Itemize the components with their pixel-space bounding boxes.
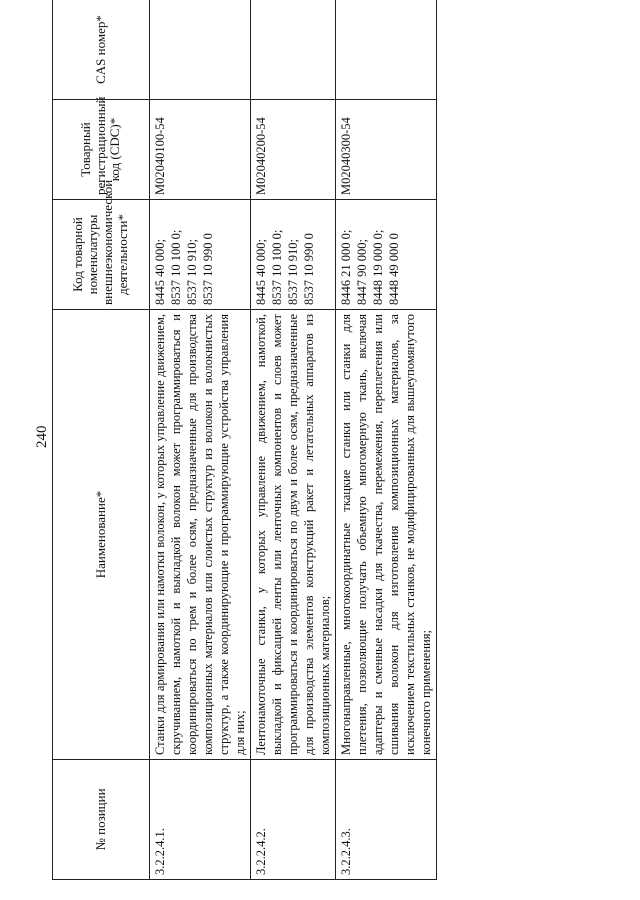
tn-ved-code: 8447 90 000; [355, 239, 369, 305]
tn-ved-code: 8537 10 100 0; [169, 229, 183, 305]
tn-ved-cell [251, 200, 336, 310]
cas-cell [251, 0, 336, 100]
col-header-tn-ved: Код товарной номенклатуры внешнеэкономической деятельности* [53, 200, 150, 310]
name-cell: Многонаправленные, многокоординатные ткацкие станки или станки для плетения, позволяющие получать объемную многомерную ткань, включая адаптеры и сменные насадки для ткачества, перемежения, переплетения или сшивания волокон для изготовления композиционных материалов, за исключением текстильных станков, не модифицированных для вышеупомянутого конечного применения; [336, 310, 437, 760]
name-cell: Лентонамоточные станки, у которых управление движением, намоткой, выкладкой и фиксацией ленты или ленточных компонентов и слоев может программироваться и координироваться по двум и более осям, предназначенные для производства элементов конструкций ракет и летательных аппаратов из композиционных материалов; [251, 310, 336, 760]
col-header-position: № позиции [53, 760, 150, 880]
tn-ved-cell [336, 200, 437, 310]
goods-table [52, 0, 437, 880]
name-cell: Станки для армирования или намотки волокон, у которых управление движением, скручиванием, намоткой и выкладкой волокон может программироваться и координироваться по трем и более осям, предназначенные для производства композиционных материалов или слоистых структур из волокон и волокнистых структур, а также координирующие и программирующие устройства управления для них; [150, 310, 251, 760]
col-header-cdc: Товарный регистрационный код (CDC)* [53, 100, 150, 200]
cdc-cell: M02040300-54 [336, 100, 437, 200]
tn-ved-code: 8448 49 000 0 [387, 233, 401, 305]
tn-ved-code: 8537 10 100 0; [270, 229, 284, 305]
rotated-sheet [52, 0, 600, 880]
table-row [251, 0, 336, 880]
cdc-cell: M02040200-54 [251, 100, 336, 200]
tn-ved-cell [150, 200, 251, 310]
tn-ved-code: 8537 10 990 0 [302, 233, 316, 305]
cdc-cell: M02040100-54 [150, 100, 251, 200]
tn-ved-code: 8445 40 000; [153, 239, 167, 305]
table-row [336, 0, 437, 880]
table-row [150, 0, 251, 880]
tn-ved-code: 8537 10 910; [185, 239, 199, 305]
tn-ved-code: 8537 10 990 0 [201, 233, 215, 305]
tn-ved-code: 8537 10 910; [286, 239, 300, 305]
table-header-row [53, 0, 150, 880]
cas-cell [336, 0, 437, 100]
position-cell: 3.2.2.4.3. [336, 760, 437, 880]
position-cell: 3.2.2.4.2. [251, 760, 336, 880]
tn-ved-code: 8448 19 000 0; [371, 229, 385, 305]
col-header-name: Наименование* [53, 310, 150, 760]
cas-cell [150, 0, 251, 100]
tn-ved-code: 8446 21 000 0; [339, 229, 353, 305]
position-cell: 3.2.2.4.1. [150, 760, 251, 880]
tn-ved-code: 8445 40 000; [254, 239, 268, 305]
page-number: 240 [34, 425, 50, 448]
col-header-cas: CAS номер* [53, 0, 150, 100]
